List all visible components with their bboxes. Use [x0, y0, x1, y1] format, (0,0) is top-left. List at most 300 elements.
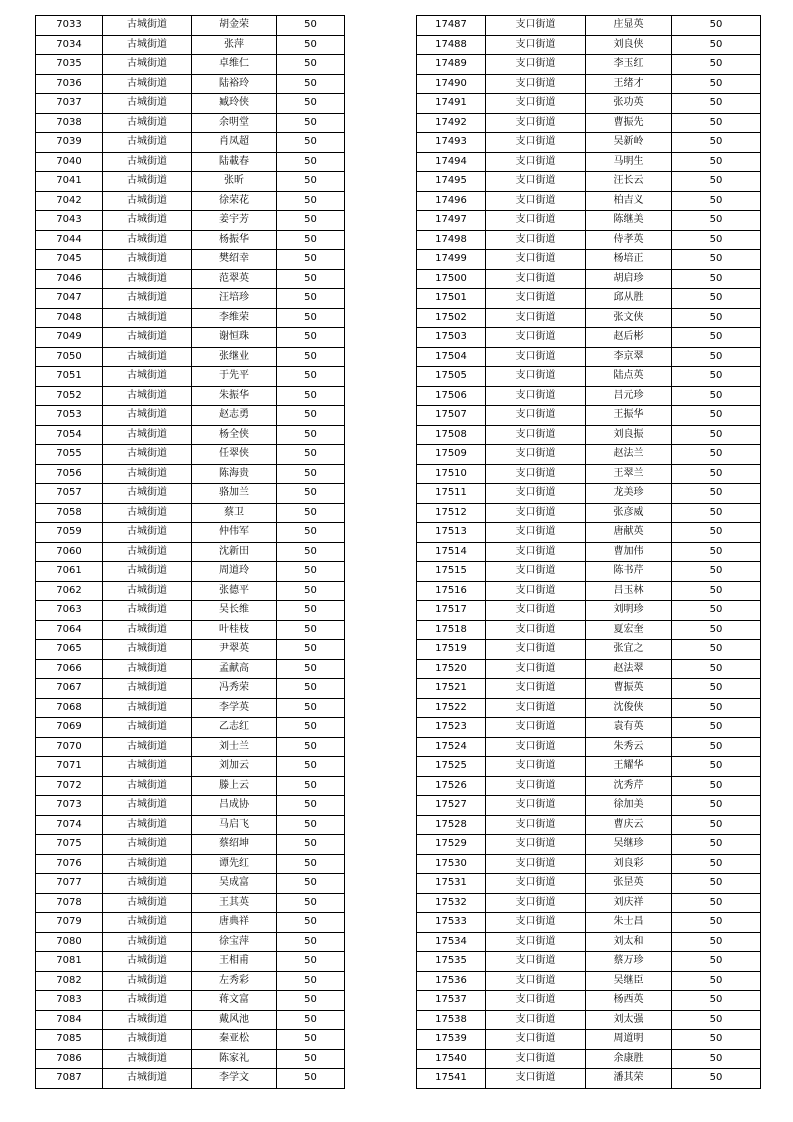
street-name-cell: 古城街道 — [103, 1069, 192, 1089]
street-name-cell: 古城街道 — [103, 250, 192, 270]
person-name-cell: 陆点英 — [586, 367, 672, 387]
person-name-cell: 吕元珍 — [586, 386, 672, 406]
table-row — [417, 679, 761, 699]
serial-number-cell: 7071 — [36, 757, 103, 777]
serial-number-cell: 7036 — [36, 74, 103, 94]
amount-cell: 50 — [277, 191, 345, 211]
serial-number-cell: 17540 — [417, 1049, 486, 1069]
table-row — [417, 523, 761, 543]
table-row — [417, 152, 761, 172]
person-name-cell: 陆裕玲 — [192, 74, 277, 94]
table-row — [36, 328, 345, 348]
amount-cell: 50 — [277, 620, 345, 640]
person-name-cell: 吴成富 — [192, 874, 277, 894]
person-name-cell: 蔡万珍 — [586, 952, 672, 972]
amount-cell: 50 — [672, 581, 761, 601]
table-row — [417, 581, 761, 601]
street-name-cell: 支口街道 — [486, 893, 586, 913]
table-row — [36, 737, 345, 757]
table-row — [36, 191, 345, 211]
amount-cell: 50 — [672, 94, 761, 114]
amount-cell: 50 — [277, 386, 345, 406]
amount-cell: 50 — [672, 55, 761, 75]
table-row — [36, 152, 345, 172]
serial-number-cell: 17519 — [417, 640, 486, 660]
table-row — [417, 991, 761, 1011]
person-name-cell: 李学文 — [192, 1069, 277, 1089]
serial-number-cell: 17527 — [417, 796, 486, 816]
table-row — [417, 367, 761, 387]
serial-number-cell: 7035 — [36, 55, 103, 75]
person-name-cell: 潘其荣 — [586, 1069, 672, 1089]
person-name-cell: 刘良彩 — [586, 854, 672, 874]
person-name-cell: 赵后彬 — [586, 328, 672, 348]
serial-number-cell: 7081 — [36, 952, 103, 972]
street-name-cell: 支口街道 — [486, 1030, 586, 1050]
table-row — [417, 503, 761, 523]
table-row — [417, 971, 761, 991]
person-name-cell: 庄显英 — [586, 16, 672, 36]
street-name-cell: 支口街道 — [486, 776, 586, 796]
street-name-cell: 古城街道 — [103, 1049, 192, 1069]
serial-number-cell: 17506 — [417, 386, 486, 406]
serial-number-cell: 17501 — [417, 289, 486, 309]
amount-cell: 50 — [672, 991, 761, 1011]
table-row — [417, 406, 761, 426]
serial-number-cell: 17496 — [417, 191, 486, 211]
street-name-cell: 古城街道 — [103, 718, 192, 738]
person-name-cell: 肖凤超 — [192, 133, 277, 153]
amount-cell: 50 — [277, 445, 345, 465]
person-name-cell: 蔡绍坤 — [192, 835, 277, 855]
serial-number-cell: 17498 — [417, 230, 486, 250]
amount-cell: 50 — [277, 796, 345, 816]
serial-number-cell: 7058 — [36, 503, 103, 523]
serial-number-cell: 17502 — [417, 308, 486, 328]
serial-number-cell: 17541 — [417, 1069, 486, 1089]
person-name-cell: 叶桂枝 — [192, 620, 277, 640]
street-name-cell: 支口街道 — [486, 191, 586, 211]
serial-number-cell: 7070 — [36, 737, 103, 757]
amount-cell: 50 — [277, 289, 345, 309]
serial-number-cell: 17515 — [417, 562, 486, 582]
street-name-cell: 支口街道 — [486, 854, 586, 874]
street-name-cell: 古城街道 — [103, 523, 192, 543]
person-name-cell: 张继业 — [192, 347, 277, 367]
amount-cell: 50 — [277, 347, 345, 367]
street-name-cell: 支口街道 — [486, 289, 586, 309]
person-name-cell: 曹振英 — [586, 679, 672, 699]
table-row — [417, 659, 761, 679]
person-name-cell: 李玉红 — [586, 55, 672, 75]
street-name-cell: 古城街道 — [103, 757, 192, 777]
street-name-cell: 古城街道 — [103, 230, 192, 250]
table-row — [36, 1030, 345, 1050]
amount-cell: 50 — [672, 445, 761, 465]
table-row — [36, 367, 345, 387]
table-row — [36, 952, 345, 972]
person-name-cell: 刘士兰 — [192, 737, 277, 757]
table-row — [36, 35, 345, 55]
street-name-cell: 支口街道 — [486, 133, 586, 153]
amount-cell: 50 — [277, 425, 345, 445]
amount-cell: 50 — [277, 74, 345, 94]
person-name-cell: 周道明 — [586, 1030, 672, 1050]
street-name-cell: 支口街道 — [486, 250, 586, 270]
street-name-cell: 支口街道 — [486, 796, 586, 816]
amount-cell: 50 — [672, 835, 761, 855]
serial-number-cell: 17494 — [417, 152, 486, 172]
person-name-cell: 谢恒珠 — [192, 328, 277, 348]
street-name-cell: 古城街道 — [103, 191, 192, 211]
amount-cell: 50 — [277, 659, 345, 679]
person-name-cell: 任翠侠 — [192, 445, 277, 465]
table-row — [417, 815, 761, 835]
serial-number-cell: 17508 — [417, 425, 486, 445]
street-name-cell: 古城街道 — [103, 35, 192, 55]
person-name-cell: 王翠兰 — [586, 464, 672, 484]
serial-number-cell: 17536 — [417, 971, 486, 991]
street-name-cell: 支口街道 — [486, 562, 586, 582]
person-name-cell: 邱从胜 — [586, 289, 672, 309]
person-name-cell: 周道玲 — [192, 562, 277, 582]
serial-number-cell: 17507 — [417, 406, 486, 426]
serial-number-cell: 17504 — [417, 347, 486, 367]
serial-number-cell: 17491 — [417, 94, 486, 114]
street-name-cell: 支口街道 — [486, 757, 586, 777]
serial-number-cell: 7048 — [36, 308, 103, 328]
street-name-cell: 古城街道 — [103, 445, 192, 465]
amount-cell: 50 — [277, 250, 345, 270]
serial-number-cell: 7086 — [36, 1049, 103, 1069]
amount-cell: 50 — [672, 952, 761, 972]
person-name-cell: 王绪才 — [586, 74, 672, 94]
amount-cell: 50 — [672, 308, 761, 328]
street-name-cell: 古城街道 — [103, 893, 192, 913]
street-name-cell: 支口街道 — [486, 406, 586, 426]
street-name-cell: 古城街道 — [103, 776, 192, 796]
amount-cell: 50 — [277, 152, 345, 172]
person-name-cell: 汪培珍 — [192, 289, 277, 309]
serial-number-cell: 7056 — [36, 464, 103, 484]
table-row — [36, 308, 345, 328]
street-name-cell: 支口街道 — [486, 230, 586, 250]
amount-cell: 50 — [277, 601, 345, 621]
street-name-cell: 古城街道 — [103, 113, 192, 133]
table-row — [36, 562, 345, 582]
street-name-cell: 古城街道 — [103, 835, 192, 855]
amount-cell: 50 — [672, 893, 761, 913]
amount-cell: 50 — [277, 55, 345, 75]
table-row — [417, 484, 761, 504]
street-name-cell: 古城街道 — [103, 659, 192, 679]
street-name-cell: 支口街道 — [486, 815, 586, 835]
person-name-cell: 曹庆云 — [586, 815, 672, 835]
amount-cell: 50 — [672, 640, 761, 660]
street-name-cell: 支口街道 — [486, 640, 586, 660]
table-row — [36, 55, 345, 75]
person-name-cell: 曹加伟 — [586, 542, 672, 562]
person-name-cell: 张德平 — [192, 581, 277, 601]
serial-number-cell: 17528 — [417, 815, 486, 835]
person-name-cell: 马启飞 — [192, 815, 277, 835]
table-row — [417, 464, 761, 484]
person-name-cell: 唐献英 — [586, 523, 672, 543]
serial-number-cell: 17489 — [417, 55, 486, 75]
person-name-cell: 沈秀芹 — [586, 776, 672, 796]
amount-cell: 50 — [277, 913, 345, 933]
serial-number-cell: 17492 — [417, 113, 486, 133]
table-row — [417, 1069, 761, 1089]
table-row — [36, 250, 345, 270]
serial-number-cell: 17534 — [417, 932, 486, 952]
serial-number-cell: 17510 — [417, 464, 486, 484]
person-name-cell: 杨西英 — [586, 991, 672, 1011]
serial-number-cell: 7073 — [36, 796, 103, 816]
table-row — [36, 718, 345, 738]
serial-number-cell: 7046 — [36, 269, 103, 289]
amount-cell: 50 — [672, 386, 761, 406]
serial-number-cell: 17512 — [417, 503, 486, 523]
street-name-cell: 古城街道 — [103, 425, 192, 445]
table-row — [417, 211, 761, 231]
person-name-cell: 姜宇芳 — [192, 211, 277, 231]
person-name-cell: 徐加美 — [586, 796, 672, 816]
table-row — [417, 854, 761, 874]
person-name-cell: 仲伟军 — [192, 523, 277, 543]
street-name-cell: 古城街道 — [103, 601, 192, 621]
amount-cell: 50 — [672, 1049, 761, 1069]
amount-cell: 50 — [672, 250, 761, 270]
serial-number-cell: 7080 — [36, 932, 103, 952]
table-row — [36, 991, 345, 1011]
table-row — [36, 835, 345, 855]
table-row — [417, 269, 761, 289]
person-name-cell: 蔡卫 — [192, 503, 277, 523]
table-row — [417, 425, 761, 445]
person-name-cell: 吴长维 — [192, 601, 277, 621]
table-row — [36, 971, 345, 991]
serial-number-cell: 7051 — [36, 367, 103, 387]
amount-cell: 50 — [672, 484, 761, 504]
serial-number-cell: 7075 — [36, 835, 103, 855]
serial-number-cell: 17517 — [417, 601, 486, 621]
serial-number-cell: 7059 — [36, 523, 103, 543]
street-name-cell: 支口街道 — [486, 172, 586, 192]
table-row — [417, 191, 761, 211]
amount-cell: 50 — [672, 601, 761, 621]
serial-number-cell: 7054 — [36, 425, 103, 445]
amount-cell: 50 — [277, 113, 345, 133]
serial-number-cell: 7077 — [36, 874, 103, 894]
table-row — [36, 796, 345, 816]
street-name-cell: 古城街道 — [103, 74, 192, 94]
street-name-cell: 古城街道 — [103, 1030, 192, 1050]
person-name-cell: 王振华 — [586, 406, 672, 426]
person-name-cell: 袁有英 — [586, 718, 672, 738]
amount-cell: 50 — [672, 718, 761, 738]
serial-number-cell: 7053 — [36, 406, 103, 426]
person-name-cell: 马明生 — [586, 152, 672, 172]
person-name-cell: 徐荣花 — [192, 191, 277, 211]
table-row — [36, 113, 345, 133]
street-name-cell: 古城街道 — [103, 640, 192, 660]
serial-number-cell: 7047 — [36, 289, 103, 309]
table-row — [36, 406, 345, 426]
table-row — [417, 74, 761, 94]
person-name-cell: 赵法兰 — [586, 445, 672, 465]
street-name-cell: 古城街道 — [103, 386, 192, 406]
street-name-cell: 支口街道 — [486, 269, 586, 289]
amount-cell: 50 — [277, 815, 345, 835]
amount-cell: 50 — [672, 328, 761, 348]
person-name-cell: 徐宝萍 — [192, 932, 277, 952]
serial-number-cell: 17524 — [417, 737, 486, 757]
person-name-cell: 赵法翠 — [586, 659, 672, 679]
serial-number-cell: 7044 — [36, 230, 103, 250]
serial-number-cell: 17509 — [417, 445, 486, 465]
amount-cell: 50 — [672, 1010, 761, 1030]
amount-cell: 50 — [672, 815, 761, 835]
serial-number-cell: 7083 — [36, 991, 103, 1011]
table-row — [417, 874, 761, 894]
table-row — [36, 503, 345, 523]
person-name-cell: 王耀华 — [586, 757, 672, 777]
amount-cell: 50 — [277, 503, 345, 523]
table-row — [36, 347, 345, 367]
person-name-cell: 张文侠 — [586, 308, 672, 328]
serial-number-cell: 7043 — [36, 211, 103, 231]
street-name-cell: 古城街道 — [103, 211, 192, 231]
table-row — [417, 737, 761, 757]
table-row — [36, 659, 345, 679]
serial-number-cell: 7067 — [36, 679, 103, 699]
street-name-cell: 支口街道 — [486, 445, 586, 465]
serial-number-cell: 17488 — [417, 35, 486, 55]
street-name-cell: 支口街道 — [486, 55, 586, 75]
amount-cell: 50 — [672, 211, 761, 231]
amount-cell: 50 — [277, 835, 345, 855]
person-name-cell: 龙美珍 — [586, 484, 672, 504]
street-name-cell: 古城街道 — [103, 289, 192, 309]
table-row — [417, 620, 761, 640]
amount-cell: 50 — [672, 347, 761, 367]
person-name-cell: 臧玲侠 — [192, 94, 277, 114]
serial-number-cell: 17522 — [417, 698, 486, 718]
street-name-cell: 支口街道 — [486, 620, 586, 640]
serial-number-cell: 7065 — [36, 640, 103, 660]
street-name-cell: 支口街道 — [486, 874, 586, 894]
person-name-cell: 胡金荣 — [192, 16, 277, 36]
street-name-cell: 支口街道 — [486, 1069, 586, 1089]
serial-number-cell: 7057 — [36, 484, 103, 504]
table-row — [36, 445, 345, 465]
amount-cell: 50 — [672, 523, 761, 543]
amount-cell: 50 — [277, 1049, 345, 1069]
table-row — [36, 874, 345, 894]
table-row — [417, 757, 761, 777]
amount-cell: 50 — [672, 757, 761, 777]
table-row — [417, 718, 761, 738]
street-name-cell: 古城街道 — [103, 172, 192, 192]
person-name-cell: 滕上云 — [192, 776, 277, 796]
street-name-cell: 支口街道 — [486, 35, 586, 55]
amount-cell: 50 — [277, 679, 345, 699]
amount-cell: 50 — [672, 971, 761, 991]
street-name-cell: 支口街道 — [486, 698, 586, 718]
serial-number-cell: 17525 — [417, 757, 486, 777]
amount-cell: 50 — [672, 932, 761, 952]
person-name-cell: 陆載春 — [192, 152, 277, 172]
street-name-cell: 支口街道 — [486, 952, 586, 972]
person-name-cell: 左秀彩 — [192, 971, 277, 991]
amount-cell: 50 — [672, 113, 761, 133]
table-row — [417, 55, 761, 75]
amount-cell: 50 — [277, 854, 345, 874]
table-row — [36, 932, 345, 952]
street-name-cell: 支口街道 — [486, 718, 586, 738]
person-name-cell: 尹翠英 — [192, 640, 277, 660]
amount-cell: 50 — [277, 1069, 345, 1089]
table-row — [36, 484, 345, 504]
table-row — [36, 893, 345, 913]
serial-number-cell: 17530 — [417, 854, 486, 874]
amount-cell: 50 — [277, 737, 345, 757]
serial-number-cell: 7074 — [36, 815, 103, 835]
amount-cell: 50 — [277, 893, 345, 913]
street-name-cell: 古城街道 — [103, 932, 192, 952]
street-name-cell: 古城街道 — [103, 347, 192, 367]
serial-number-cell: 7079 — [36, 913, 103, 933]
person-name-cell: 陈书芹 — [586, 562, 672, 582]
serial-number-cell: 7060 — [36, 542, 103, 562]
right-table-body — [417, 16, 761, 1089]
table-row — [36, 698, 345, 718]
table-row — [417, 698, 761, 718]
amount-cell: 50 — [277, 776, 345, 796]
street-name-cell: 古城街道 — [103, 952, 192, 972]
person-name-cell: 余明堂 — [192, 113, 277, 133]
table-row — [417, 1010, 761, 1030]
serial-number-cell: 7085 — [36, 1030, 103, 1050]
amount-cell: 50 — [672, 35, 761, 55]
amount-cell: 50 — [672, 796, 761, 816]
serial-number-cell: 17523 — [417, 718, 486, 738]
amount-cell: 50 — [672, 542, 761, 562]
amount-cell: 50 — [277, 464, 345, 484]
table-row — [36, 230, 345, 250]
person-name-cell: 吕成协 — [192, 796, 277, 816]
street-name-cell: 古城街道 — [103, 269, 192, 289]
street-name-cell: 古城街道 — [103, 542, 192, 562]
person-name-cell: 侍孝英 — [586, 230, 672, 250]
amount-cell: 50 — [672, 620, 761, 640]
amount-cell: 50 — [672, 269, 761, 289]
amount-cell: 50 — [277, 308, 345, 328]
person-name-cell: 杨振华 — [192, 230, 277, 250]
street-name-cell: 支口街道 — [486, 679, 586, 699]
amount-cell: 50 — [672, 172, 761, 192]
amount-cell: 50 — [672, 776, 761, 796]
amount-cell: 50 — [672, 289, 761, 309]
serial-number-cell: 17487 — [417, 16, 486, 36]
table-row — [36, 1049, 345, 1069]
person-name-cell: 李京翠 — [586, 347, 672, 367]
amount-cell: 50 — [672, 406, 761, 426]
amount-cell: 50 — [672, 191, 761, 211]
table-row — [36, 211, 345, 231]
amount-cell: 50 — [277, 269, 345, 289]
